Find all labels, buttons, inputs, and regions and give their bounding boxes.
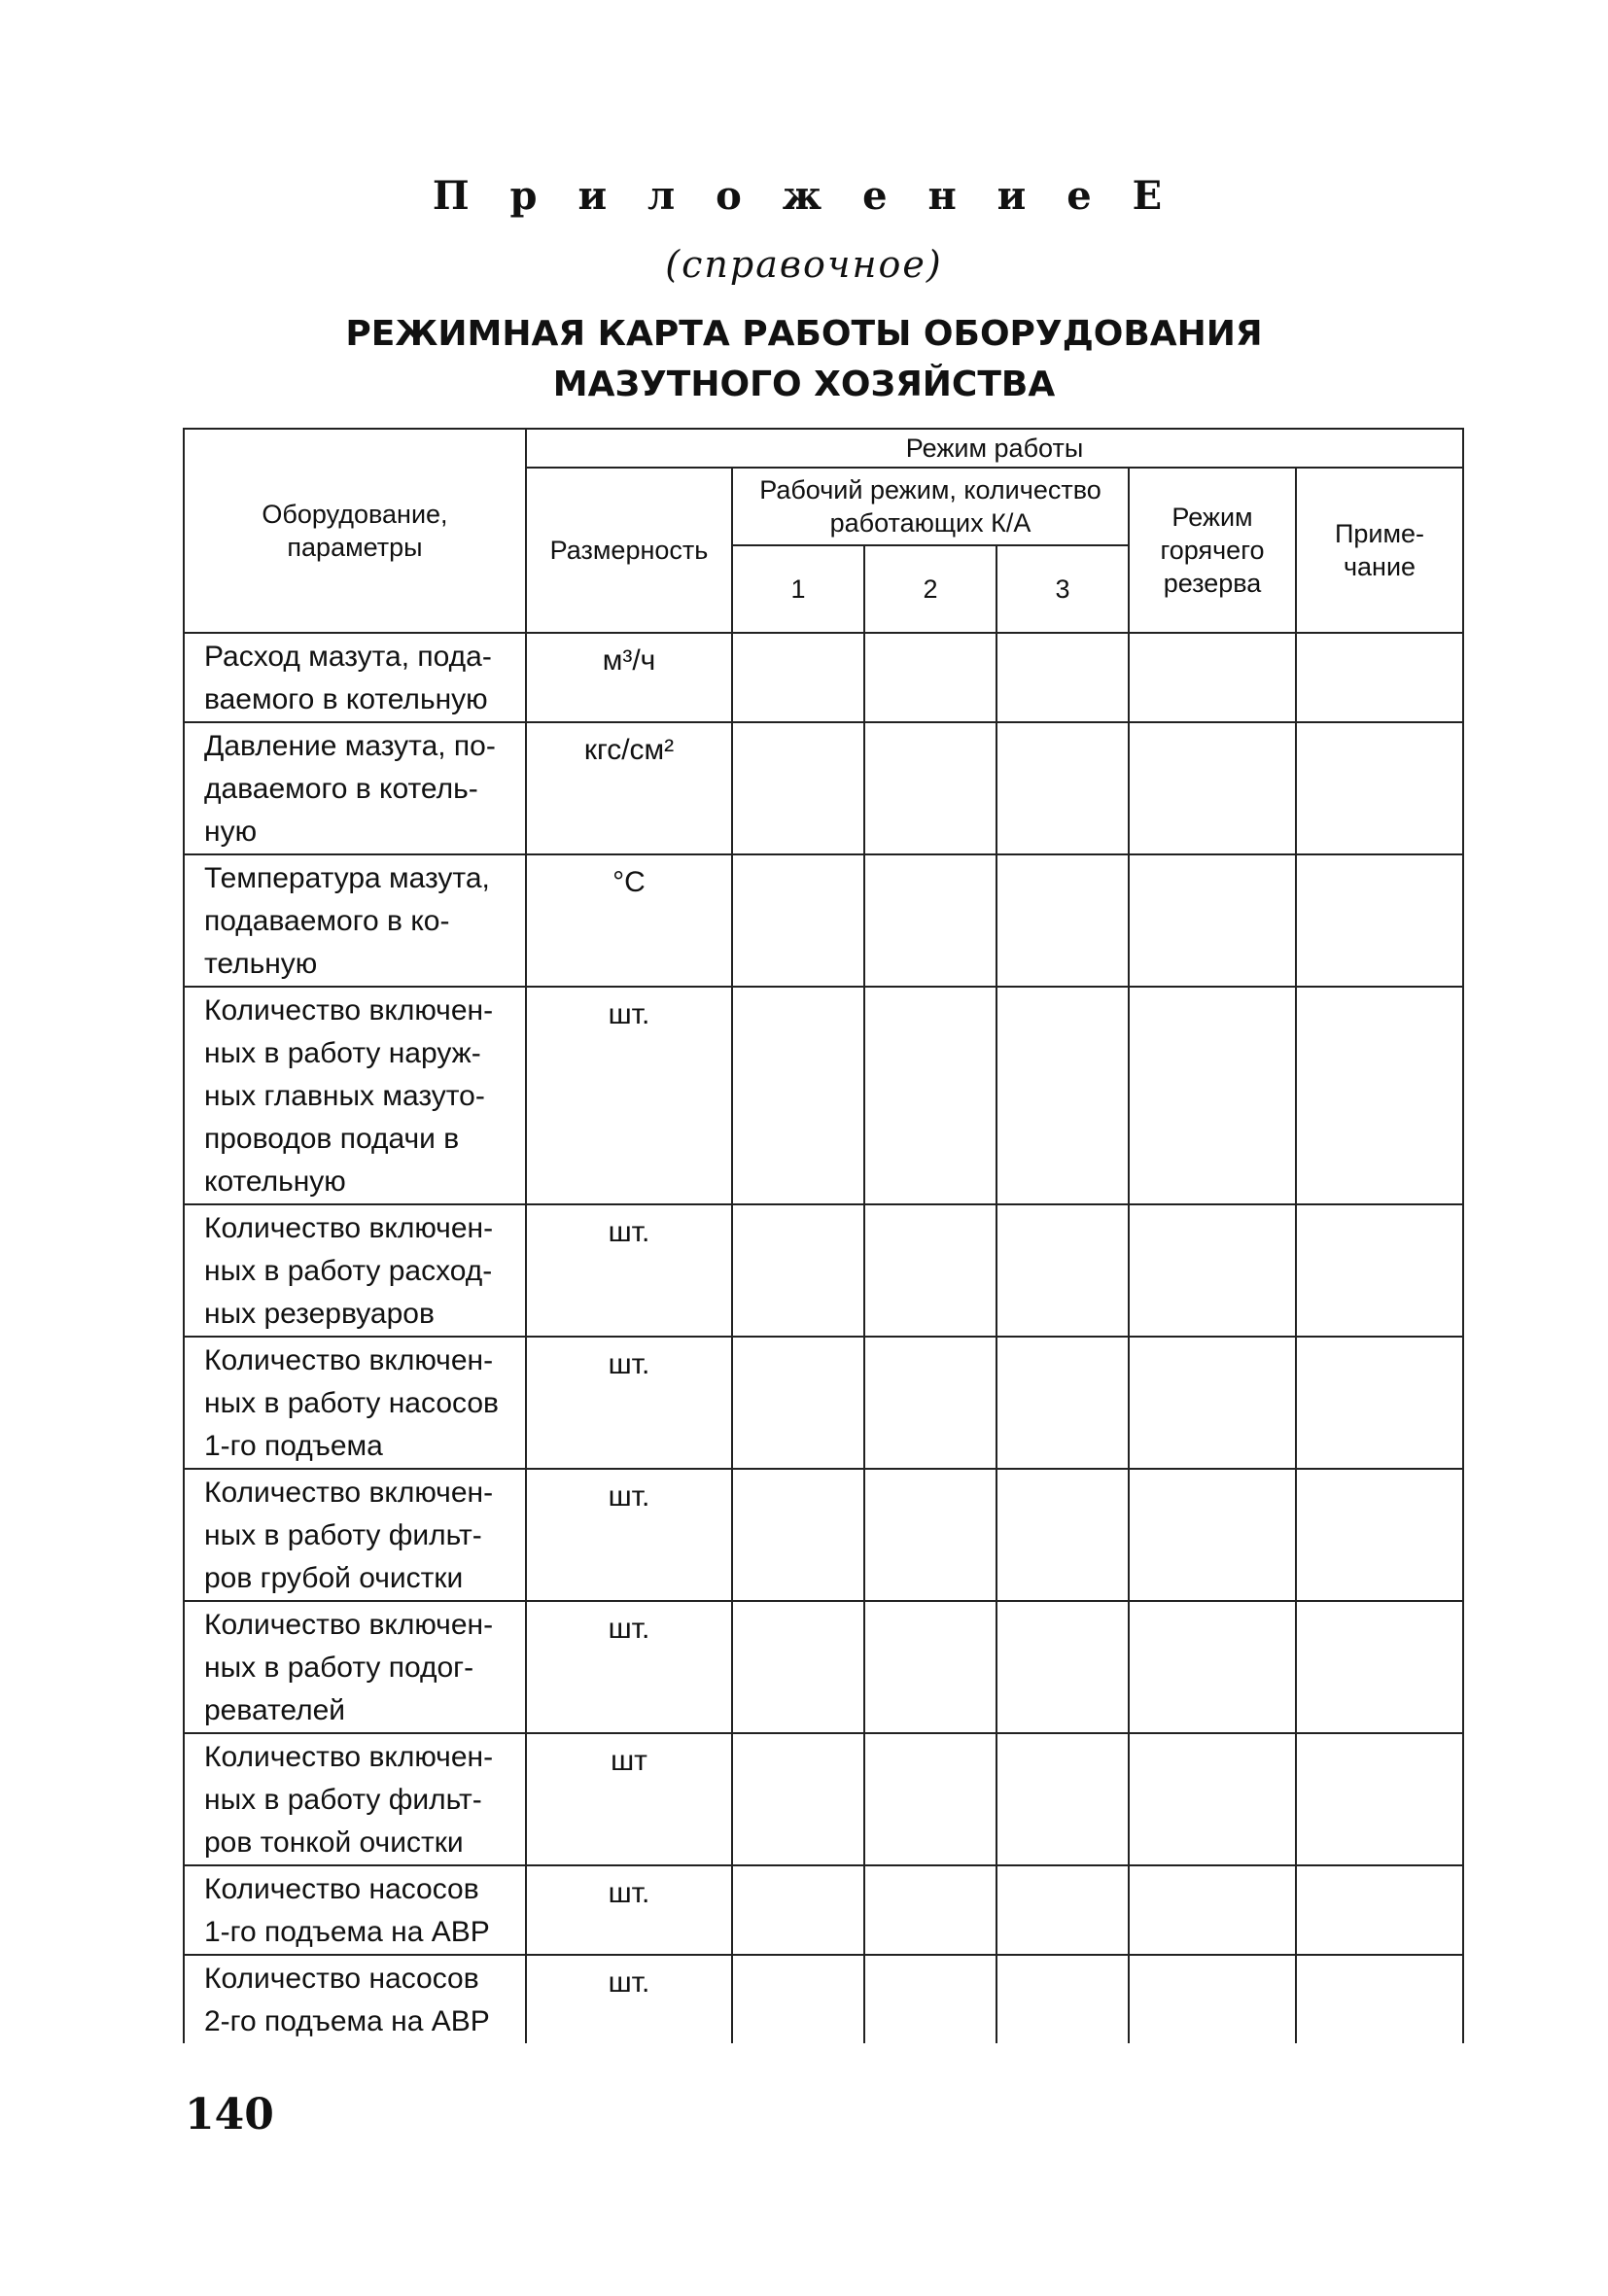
value-cell bbox=[1129, 1955, 1296, 2043]
parameter-cell bbox=[184, 1337, 526, 1469]
value-cell bbox=[1296, 633, 1463, 722]
unit-label: шт. bbox=[608, 1613, 650, 1645]
document-title bbox=[0, 309, 1608, 410]
value-cell bbox=[1129, 1601, 1296, 1733]
unit-label: шт. bbox=[608, 1348, 650, 1380]
unit-label: м³/ч bbox=[602, 644, 656, 677]
value-cell bbox=[996, 633, 1129, 722]
value-cell bbox=[1296, 987, 1463, 1204]
parameter-cell bbox=[184, 722, 526, 854]
value-cell bbox=[1129, 854, 1296, 987]
header-note: Приме- чание bbox=[1296, 468, 1463, 633]
value-cell bbox=[864, 1733, 996, 1865]
unit-label: шт bbox=[611, 1745, 647, 1777]
value-cell bbox=[996, 1733, 1129, 1865]
parameter-label: Количество включен- ных в работу расход- ных резервуаров bbox=[204, 1212, 494, 1330]
header-mode-group: Режим работы bbox=[526, 429, 1463, 468]
value-cell bbox=[996, 854, 1129, 987]
parameter-cell bbox=[184, 1865, 526, 1955]
unit-cell bbox=[526, 1733, 732, 1865]
parameter-cell bbox=[184, 633, 526, 722]
unit-label: °С bbox=[612, 866, 646, 898]
value-cell bbox=[996, 1337, 1129, 1469]
value-cell bbox=[1129, 1204, 1296, 1337]
value-cell bbox=[732, 1733, 864, 1865]
parameter-label: Расход мазута, пода- ваемого в котельную bbox=[204, 641, 492, 715]
value-cell bbox=[1296, 1601, 1463, 1733]
value-cell bbox=[996, 1601, 1129, 1733]
value-cell bbox=[996, 1469, 1129, 1601]
value-cell bbox=[732, 1337, 864, 1469]
appendix-heading: П р и л о ж е н и е Е bbox=[432, 173, 1176, 219]
parameter-label: Давление мазута, по- даваемого в котель- ную bbox=[204, 730, 496, 848]
value-cell bbox=[996, 1955, 1129, 2043]
appendix-note: (справочное) bbox=[665, 243, 943, 286]
value-cell bbox=[732, 854, 864, 987]
value-cell bbox=[996, 987, 1129, 1204]
value-cell bbox=[864, 722, 996, 854]
unit-cell bbox=[526, 987, 732, 1204]
unit-cell bbox=[526, 854, 732, 987]
unit-label: шт. bbox=[608, 1966, 650, 1999]
value-cell bbox=[1129, 722, 1296, 854]
header-units: Размерность bbox=[526, 468, 732, 633]
unit-label: шт. bbox=[608, 998, 650, 1030]
parameter-cell bbox=[184, 1204, 526, 1337]
page-number: 140 bbox=[185, 2090, 274, 2139]
value-cell bbox=[864, 1601, 996, 1733]
document-title-line-1: РЕЖИМНАЯ КАРТА РАБОТЫ ОБОРУДОВАНИЯ bbox=[345, 314, 1263, 354]
parameter-cell bbox=[184, 854, 526, 987]
value-cell bbox=[732, 1955, 864, 2043]
value-cell bbox=[1129, 1469, 1296, 1601]
value-cell bbox=[864, 1865, 996, 1955]
value-cell bbox=[1129, 1865, 1296, 1955]
header-unit-1: 1 bbox=[732, 545, 864, 633]
parameter-cell bbox=[184, 987, 526, 1204]
value-cell bbox=[732, 1865, 864, 1955]
value-cell bbox=[732, 633, 864, 722]
value-cell bbox=[1296, 854, 1463, 987]
value-cell bbox=[996, 1865, 1129, 1955]
value-cell bbox=[996, 1204, 1129, 1337]
parameter-label: Количество насосов 1-го подъема на АВР bbox=[204, 1873, 490, 1948]
value-cell bbox=[996, 722, 1129, 854]
value-cell bbox=[1129, 1733, 1296, 1865]
parameter-label: Температура мазута, подаваемого в ко- тельную bbox=[204, 862, 490, 980]
parameter-cell bbox=[184, 1955, 526, 2043]
value-cell bbox=[732, 987, 864, 1204]
value-cell bbox=[1296, 1955, 1463, 2043]
value-cell bbox=[864, 987, 996, 1204]
value-cell bbox=[1129, 633, 1296, 722]
value-cell bbox=[864, 1469, 996, 1601]
parameter-label: Количество включен- ных в работу подог- ревателей bbox=[204, 1609, 494, 1726]
unit-cell bbox=[526, 633, 732, 722]
value-cell bbox=[732, 1204, 864, 1337]
parameter-label: Количество включен- ных в работу наруж- ных главных мазуто- проводов подачи в котельную bbox=[204, 994, 494, 1198]
unit-label: кгс/см² bbox=[583, 734, 675, 766]
value-cell bbox=[1129, 987, 1296, 1204]
unit-label: шт. bbox=[608, 1216, 650, 1248]
value-cell bbox=[732, 1601, 864, 1733]
parameter-label: Количество включен- ных в работу фильт- ров грубой очистки bbox=[204, 1477, 494, 1594]
parameter-label: Количество насосов 2-го подъема на АВР bbox=[204, 1963, 490, 2037]
value-cell bbox=[1296, 1204, 1463, 1337]
value-cell bbox=[1296, 722, 1463, 854]
header-working-mode: Рабочий режим, количество работающих К/А bbox=[732, 468, 1129, 545]
header-unit-3: 3 bbox=[996, 545, 1129, 633]
value-cell bbox=[864, 1204, 996, 1337]
parameter-label: Количество включен- ных в работу фильт- ров тонкой очистки bbox=[204, 1741, 494, 1859]
value-cell bbox=[864, 854, 996, 987]
header-equipment: Оборудование, параметры bbox=[184, 429, 526, 633]
parameter-cell bbox=[184, 1733, 526, 1865]
header-unit-2: 2 bbox=[864, 545, 996, 633]
parameter-label: Количество включен- ных в работу насосов 1-го подъема bbox=[204, 1344, 499, 1462]
unit-cell bbox=[526, 722, 732, 854]
unit-cell bbox=[526, 1337, 732, 1469]
unit-label: шт. bbox=[608, 1877, 650, 1909]
unit-cell bbox=[526, 1601, 732, 1733]
value-cell bbox=[1296, 1865, 1463, 1955]
value-cell bbox=[732, 722, 864, 854]
parameter-cell bbox=[184, 1601, 526, 1733]
regime-table bbox=[183, 428, 1464, 2043]
value-cell bbox=[1129, 1337, 1296, 1469]
unit-cell bbox=[526, 1469, 732, 1601]
value-cell bbox=[732, 1469, 864, 1601]
value-cell bbox=[1296, 1733, 1463, 1865]
unit-cell bbox=[526, 1865, 732, 1955]
value-cell bbox=[864, 1337, 996, 1469]
document-title-line-2: МАЗУТНОГО ХОЗЯЙСТВА bbox=[552, 365, 1056, 404]
unit-cell bbox=[526, 1955, 732, 2043]
value-cell bbox=[864, 633, 996, 722]
value-cell bbox=[864, 1955, 996, 2043]
value-cell bbox=[1296, 1337, 1463, 1469]
unit-label: шт. bbox=[608, 1480, 650, 1513]
unit-cell bbox=[526, 1204, 732, 1337]
parameter-cell bbox=[184, 1469, 526, 1601]
value-cell bbox=[1296, 1469, 1463, 1601]
header-hot-reserve: Режим горячего резерва bbox=[1129, 468, 1296, 633]
